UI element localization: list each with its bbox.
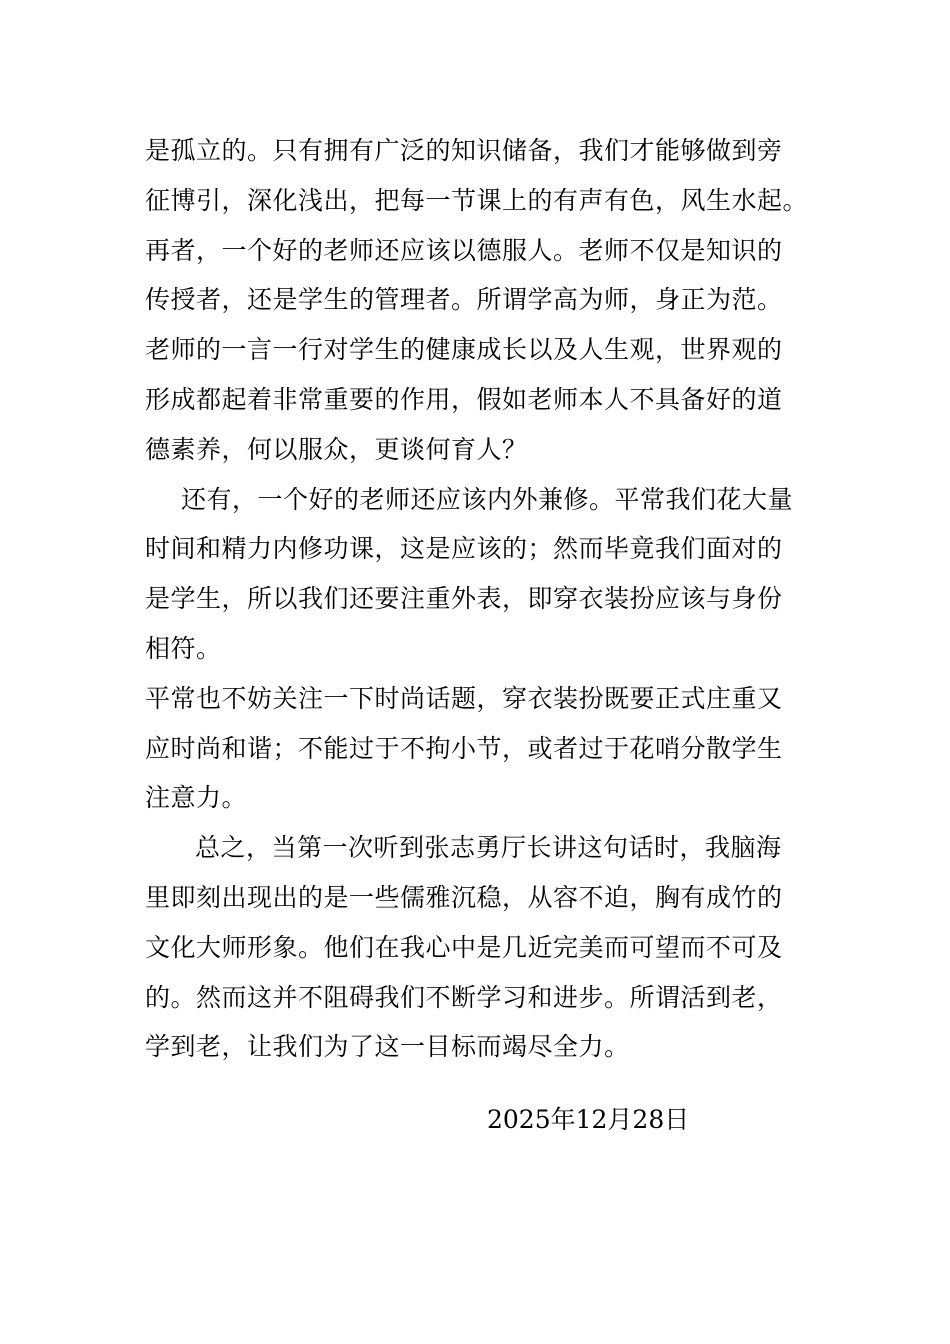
text-line: 的。然而这并不阻碍我们不断学习和进步。所谓活到老，	[145, 982, 783, 1012]
text-line: 老师的一言一行对学生的健康成长以及人生观，世界观的	[145, 335, 783, 365]
essay-body	[145, 126, 825, 1072]
paragraph-start-line: 还有，一个好的老师还应该内外兼修。平常我们花大量	[181, 484, 794, 514]
text-line: 应时尚和谐；不能过于不拘小节，或者过于花哨分散学生	[145, 733, 783, 763]
text-line: 传授者，还是学生的管理者。所谓学高为师，身正为范。	[145, 285, 783, 315]
paragraph-start-line: 平常也不妨关注一下时尚话题，穿衣装扮既要正式庄重又	[145, 683, 783, 713]
text-line: 是孤立的。只有拥有广泛的知识储备，我们才能够做到旁	[145, 136, 783, 165]
text-line: 里即刻出现出的是一些儒雅沉稳，从容不迫，胸有成竹的	[145, 882, 783, 912]
paragraph-start-line: 总之，当第一次听到张志勇厅长讲这句话时，我脑海	[195, 833, 782, 863]
text-line: 学到老，让我们为了这一目标而竭尽全力。	[145, 1032, 630, 1062]
text-line: 再者，一个好的老师还应该以德服人。老师不仅是知识的	[145, 235, 783, 265]
document-date: 2025年12月28日	[487, 1105, 690, 1134]
text-line: 注意力。	[145, 783, 248, 813]
text-line: 时间和精力内修功课，这是应该的；然而毕竟我们面对的	[145, 534, 783, 564]
text-line: 文化大师形象。他们在我心中是几近完美而可望而不可及	[145, 932, 783, 962]
text-line: 相符。	[145, 633, 222, 663]
text-line: 德素养，何以服众，更谈何育人？	[145, 434, 528, 464]
text-line: 是学生，所以我们还要注重外表，即穿衣装扮应该与身份	[145, 584, 783, 614]
text-line: 征博引，深化浅出，把每一节课上的有声有色，风生水起。	[145, 185, 809, 215]
text-line: 形成都起着非常重要的作用，假如老师本人不具备好的道	[145, 384, 783, 414]
